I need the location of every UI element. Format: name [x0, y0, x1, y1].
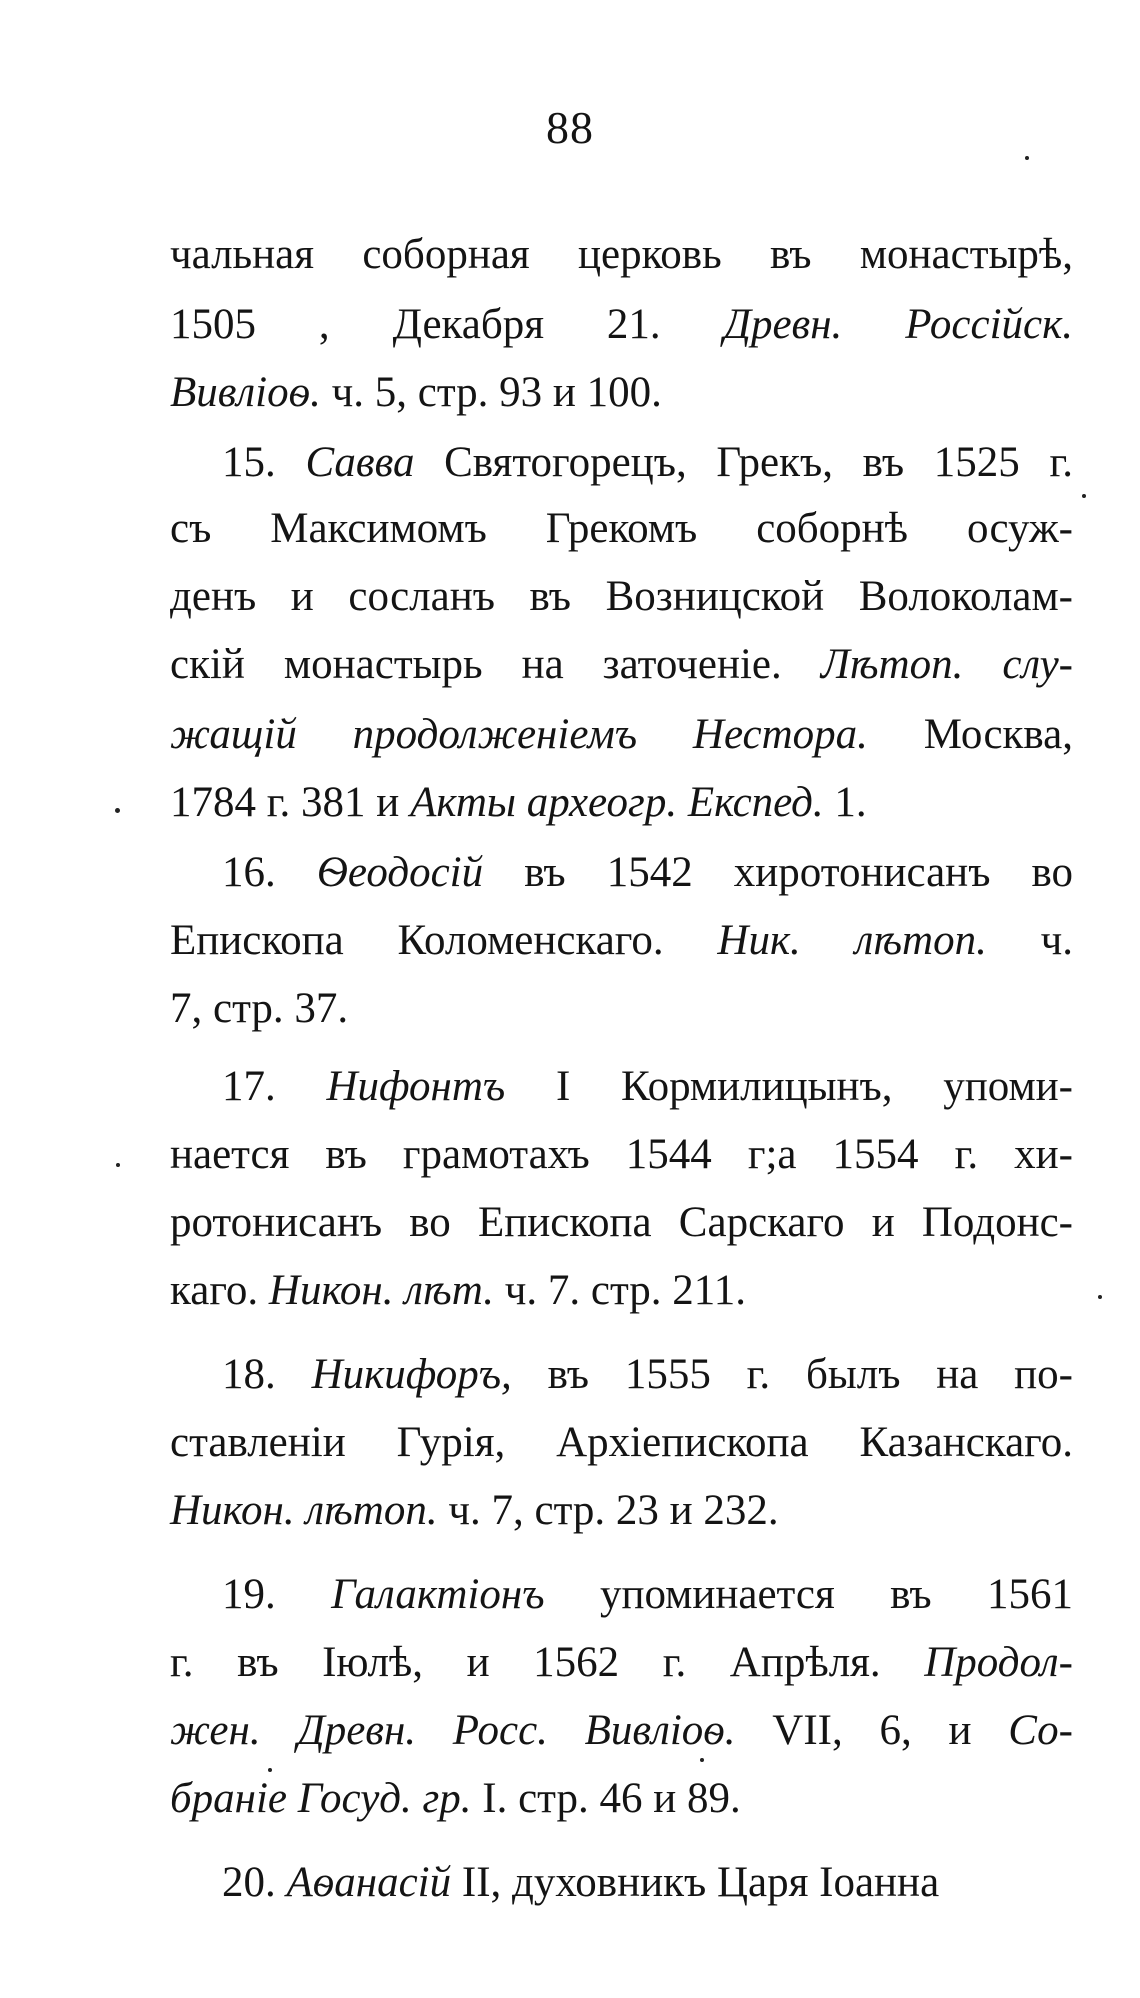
text-line — [170, 358, 1073, 428]
text-segment: 15. — [222, 439, 306, 486]
text-segment: 20. — [222, 1859, 287, 1906]
italic-citation: Ник. лѣтоп. — [717, 917, 987, 964]
italic-citation: Вивліоѳ. — [170, 369, 321, 416]
text-segment: Москва, — [867, 711, 1073, 758]
text-line — [170, 428, 1073, 498]
text-segment: Святогорецъ, Грекъ, въ 1525 г. — [414, 439, 1074, 486]
italic-citation: Аѳанасій — [286, 1859, 452, 1906]
text-line — [170, 1764, 1073, 1834]
text-line — [170, 768, 1073, 838]
text-segment: денъ и сосланъ въ Возницской Волоколам- — [170, 573, 1073, 620]
text-segment: 1505 , Декабря 21. — [170, 301, 724, 348]
text-line — [170, 562, 1073, 632]
text-segment: 16. — [222, 849, 317, 896]
text-line — [170, 1120, 1073, 1190]
text-line — [170, 1256, 1073, 1326]
text-segment: ч. 7, стр. 23 и 232. — [437, 1487, 779, 1534]
text-segment: упоминается въ 1561 — [544, 1571, 1073, 1618]
text-segment: скій монастырь на заточеніе. — [170, 641, 821, 688]
scan-speck — [1025, 156, 1029, 160]
text-line — [170, 630, 1073, 700]
text-segment: VII, 6, и — [735, 1707, 1009, 1754]
italic-citation: Со- — [1008, 1707, 1073, 1754]
text-segment: въ 1542 хиротонисанъ во — [483, 849, 1073, 896]
text-line — [170, 220, 1073, 290]
text-line — [170, 838, 1073, 908]
text-segment: ч. 5, стр. 93 и 100. — [320, 369, 662, 416]
text-line — [170, 1476, 1073, 1546]
text-segment: ротонисанъ во Епископа Сарскаго и Подонс- — [170, 1199, 1073, 1246]
text-line — [170, 1340, 1073, 1410]
text-line — [170, 1848, 1073, 1918]
italic-citation: жен. Древн. Росс. Вивліоѳ. — [170, 1707, 736, 1754]
italic-citation: Продол- — [924, 1639, 1073, 1686]
text-line — [170, 1628, 1073, 1698]
italic-citation: Никифоръ, — [311, 1351, 512, 1398]
text-segment: 7, стр. 37. — [170, 985, 349, 1032]
text-segment: ч. — [986, 917, 1073, 964]
italic-citation: Никон. лѣтоп. — [170, 1487, 438, 1534]
italic-citation: Никон. лѣт. — [268, 1267, 495, 1314]
scan-speck — [116, 1163, 120, 1167]
text-segment: Епископа Коломенскаго. — [170, 917, 718, 964]
text-line — [170, 1052, 1073, 1122]
scan-speck — [268, 1768, 272, 1772]
page-number: 88 — [546, 102, 594, 153]
scan-speck — [1098, 1295, 1102, 1299]
text-segment: чальная соборная церковь въ монастырѣ, — [170, 231, 1073, 278]
italic-citation: Нифонтъ — [326, 1063, 506, 1110]
italic-citation: Акты археогр. Експед. — [410, 779, 824, 826]
text-segment: 18. — [222, 1351, 312, 1398]
text-segment: 19. — [222, 1571, 332, 1618]
text-segment: нается въ грамотахъ 1544 г;а 1554 г. хи- — [170, 1131, 1073, 1178]
text-segment: 17. — [222, 1063, 327, 1110]
text-segment: 1. — [823, 779, 867, 826]
italic-citation: жащій продолженіемъ Нестора. — [170, 711, 868, 758]
text-segment: 1784 г. 381 и — [170, 779, 411, 826]
italic-citation: Лѣтоп. слу- — [820, 641, 1073, 688]
italic-citation: браніе Госуд. гр. — [170, 1775, 472, 1822]
text-segment: г. въ Іюлѣ, и 1562 г. Апрѣля. — [170, 1639, 925, 1686]
text-segment: I Кормилицынъ, упоми- — [505, 1063, 1073, 1110]
scan-speck — [115, 808, 120, 813]
text-segment: ч. 7. стр. 211. — [494, 1267, 746, 1314]
text-line — [170, 1188, 1073, 1258]
scan-speck — [700, 1758, 704, 1762]
text-line — [170, 974, 1073, 1044]
text-line — [170, 906, 1073, 976]
text-segment: ставленіи Гурія, Архіепископа Казанскаго. — [170, 1419, 1073, 1466]
italic-citation: Савва — [305, 439, 415, 486]
text-segment: каго. — [170, 1267, 269, 1314]
text-line — [170, 290, 1073, 360]
scan-speck — [1082, 494, 1086, 498]
text-line — [170, 700, 1073, 770]
text-line — [170, 1408, 1073, 1478]
text-line — [170, 494, 1073, 564]
text-segment: въ 1555 г. былъ на по- — [511, 1351, 1073, 1398]
italic-citation: Ѳеодосій — [316, 849, 484, 896]
italic-citation: Древн. Россійск. — [723, 301, 1073, 348]
text-line — [170, 1560, 1073, 1630]
text-segment: II, духовникъ Царя Іоанна — [451, 1859, 940, 1906]
text-line — [170, 1696, 1073, 1766]
italic-citation: Галактіонъ — [331, 1571, 545, 1618]
text-segment: съ Максимомъ Грекомъ соборнѣ осуж- — [170, 505, 1073, 552]
text-segment: I. стр. 46 и 89. — [471, 1775, 741, 1822]
